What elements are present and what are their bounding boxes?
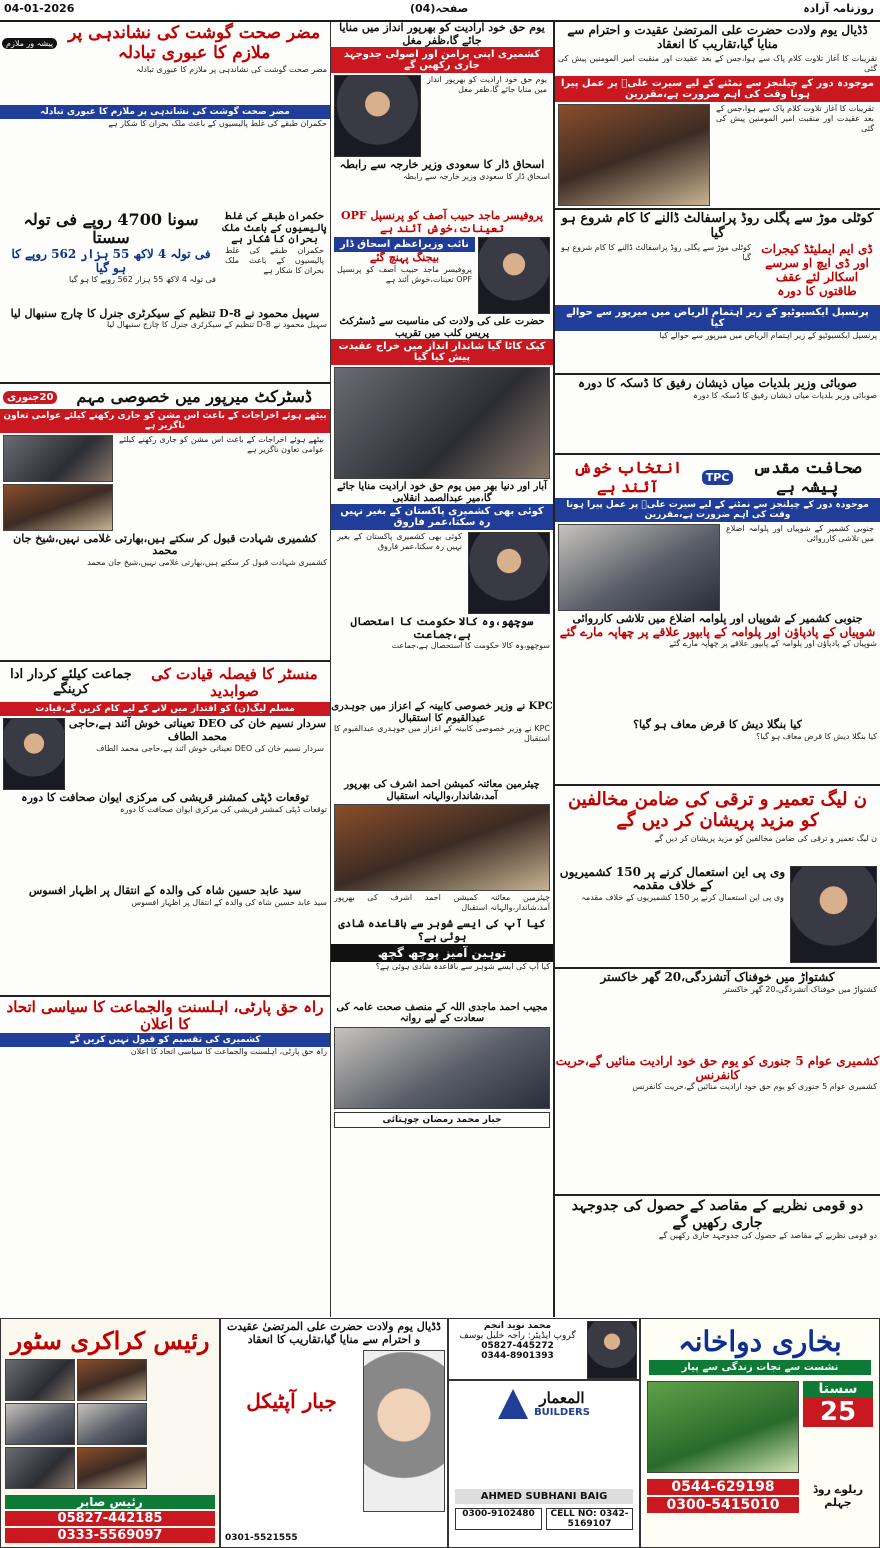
ad-jabbar-optical [220, 1318, 448, 1548]
article-body: حکمران طبقے کی غلط پالیسیوں کے باعث ملک بحران کا شکار ہے [108, 119, 327, 129]
news-photo [558, 104, 710, 206]
headline: وی پی این استعمال کرنے پر 150 کشمیریوں کے خلاف مقدمہ [559, 864, 786, 893]
article-body: سہیل محمود نے D-8 تنظیم کے سیکرٹری جنرل کا چارج سنبھال لیا [107, 320, 327, 330]
portrait-photo [478, 237, 550, 314]
ad-title: جبار آپٹیکل [246, 1389, 337, 1414]
group-editor: گروپ ایڈیٹر: راجہ خلیل یوسف [459, 1331, 576, 1341]
news-photo [334, 367, 550, 479]
news-photo [3, 435, 113, 482]
ad-phone: 05827-445272 [481, 1341, 554, 1351]
headline: ڈی ایم ایملیٹڈ کیجرات اور ڈی ایچ او سرسے اسکالر لئے عقف طاقتوں کا دورہ [761, 242, 873, 298]
headline: جماعت کیلئے کردار ادا کرینگے [10, 667, 132, 698]
headline: کیا آپ کی ایسے شوہر سے باقاعدہ شادی ہوئی ہے؟ [338, 917, 546, 944]
article-body: وی پی این استعمال کرنے پر 150 کشمیریوں کے خلاف مقدمہ [581, 893, 784, 903]
ad-raees-crockery [0, 1318, 220, 1548]
issue-date: 04-01-2026 [4, 2, 75, 15]
headline: حضرت علی کی ولادت کی مناسبت سے ڈسٹرکٹ پریس کلب میں تقریب [339, 316, 545, 339]
headline-banner: مضر صحت گوشت کی نشاندہی پر ملازم کا عبوری تبادلہ [0, 105, 330, 119]
headline: ڈسٹرکٹ میرپور میں خصوصی مہم [76, 387, 312, 407]
headline: سید عابد حسین شاہ کی والدہ کے انتقال پر اظہار افسوس [28, 884, 302, 898]
article-body: ن لیگ تعمیر و ترقی کی ضامن مخالفین کو مزید پریشان کر دیں گے [654, 833, 877, 843]
portrait-photo [468, 532, 550, 614]
ad-phone: 0301-5521555 [225, 1533, 298, 1543]
headline: بیجنگ پہنچ گئے [369, 251, 440, 265]
ad-phone: 0344-8901393 [481, 1351, 554, 1361]
article-body: حکمران طبقے کی غلط پالیسیوں کے باعث ملک بحران کا شکار ہے [225, 245, 324, 275]
date-badge: 20جنوری [3, 391, 57, 404]
article-body: کیا آپ کی ایسے شوہر سے باقاعدہ شادی ہوئی ہے؟ [375, 961, 550, 971]
article-body: جنوبی کشمیر کے شوپیاں اور پلوامہ اضلاع میں تلاشی کارروائی [726, 524, 874, 544]
article-body: KPC نے وزیر خصوصی کابینہ کے اعزاز میں جوہدری عبدالقیوم کا استقبال [334, 724, 550, 744]
headline: سہیل محمود نے D-8 تنظیم کے سیکرٹری جنرل کا چارج سنبھال لیا [10, 306, 320, 320]
headline: سردار نسیم خان کی DEO تعیناتی خوش آئند ہے،حاجی محمد الطاف [68, 717, 327, 744]
article-body: کوٹلی موڑ سے پگلی روڈ پراسفالٹ ڈالنے کا کام شروع ہو گیا [561, 243, 751, 263]
headline-banner: کشمیری اپنی پرامن اور اصولی جدوجہد جاری رکھیں گے [331, 47, 553, 73]
headline: مجیب احمد ماجدی اللہ کے منصف صحت عامہ کی سعادت کے لیے روانہ [336, 1001, 548, 1025]
headline-banner: موجودہ دور کے چیلنجز سے نمٹنے کے لیے سیرت علیؓ پر عمل پیرا ہونا وقت کی اہم ضرورت ہے،مقررین [555, 76, 880, 102]
headline: دو قومی نظریے کے مقاصد کے حصول کی جدوجہد جاری رکھیں گے [571, 1198, 864, 1231]
ad-phone: 0333-5569097 [5, 1528, 215, 1543]
headline: سوچھو،وہ کالا حکومت کا استحصال ہے،جماعت [350, 615, 534, 641]
editor-name: محمد نوید انجم [483, 1321, 552, 1331]
ad-title: بخاری دواخانہ [678, 1325, 842, 1358]
headline: چیئرمین معائنہ کمیشن احمد اشرف کی بھرپور آمد،شاندار،والہانہ استقبال [344, 779, 540, 802]
article-lede: تقریبات کا آغاز تلاوت کلام پاک سے ہوا،جس کے بعد عقیدت اور منقبت امیر المومنین پیش کی گئی [558, 53, 877, 73]
product-photo [647, 1381, 799, 1473]
product-photo [5, 1359, 75, 1401]
model-photo [363, 1350, 445, 1512]
masthead [0, 0, 880, 22]
article-body: کشمیری شہادت قبول کر سکتے ہیں،بھارتی غلامی نہیں،شیخ جان محمد [87, 557, 327, 567]
headline: راہ حق پارٹی، اہلسنت والجماعت کا سیاسی اتحاد کا اعلان [6, 997, 324, 1033]
headline: شوپیاں کے پادپاؤن اور پلوامہ کے پابپور علاقے پر چھاپہ مارے گئے [559, 624, 876, 639]
headline: پروفیسر ماجد حبیب آصف کو پرنسپل OPF تعینات،خوش آئند ہے [341, 208, 543, 235]
headline: توقعات ڈپٹی کمشنر قریشی کی مرکزی ایوان صحافت کا دورہ [21, 791, 309, 805]
portrait-photo [334, 75, 421, 157]
contact-person: AHMED SUBHANI BAIG [455, 1489, 633, 1504]
article-body: سید عابد حسین شاہ کی والدہ کے انتقال پر اظہار افسوس [131, 897, 327, 907]
headline: کشمیری شہادت قبول کر سکتے ہیں،بھارتی غلامی نہیں،شیخ جان محمد [13, 531, 317, 558]
product-photo [5, 1447, 75, 1489]
portrait-photo [587, 1321, 637, 1379]
reporter-name: جبار محمد رمضان چوہتائی [382, 1114, 502, 1125]
news-photo [3, 484, 113, 531]
headline-banner: کیک کاٹا گیا شاندار انداز میں خراج عقیدت پیش کیا گیا [331, 339, 553, 365]
article-body: توقعات ڈپٹی کمشنر قریشی کی مرکزی ایوان صحافت کا دورہ [119, 805, 327, 815]
headline: حکمران طبقے کی غلط پالیسیوں کے باعث ملک بحران کا شکار ہے [222, 211, 327, 246]
headline-banner: موجودہ دور کے چیلنجز سے نمٹنے کے لیے سیرت علیؓ پر عمل پیرا ہونا وقت کی اہم ضرورت ہے،مقررین [555, 498, 880, 522]
ad-phone: CELL NO: 0342-5169107 [546, 1508, 633, 1530]
ad-title: المعمار [539, 1388, 585, 1407]
article-body: فی تولہ 4 لاکھ 55 ہزار 562 روپے کا ہو گیا [69, 275, 216, 285]
ad-title: رئیس کراکری سٹور [10, 1326, 210, 1355]
article-body: کشتواڑ میں خوفناک آتشزدگی،20 گھر خاکستر [723, 984, 877, 994]
headline-banner: نائب وزیراعظم اسحاق ڈار [334, 237, 475, 252]
article-body: پرنسپل ایکسیوٹیو کے زیر اہتمام الریاض میں میرپور سے حوالے کیا [659, 331, 877, 341]
headline: کشمیری عوام 5 جنوری کو یوم حق خود ارادیت منائیں گے،حریت کانفرنس [555, 1053, 880, 1082]
product-photo [77, 1403, 147, 1445]
headline: مضر صحت گوشت کی نشاندہی پر ملازم کا عبوری تبادلہ [68, 23, 321, 63]
article-body: کوئی بھی کشمیری پاکستان کے بغیر نہیں رہ سکتا،عمر فاروق [337, 532, 462, 552]
headline: منسٹر کا فیصلہ قیادت کی صوابدید [151, 664, 318, 701]
left-column [0, 22, 330, 1317]
headline: اسحاق ڈار کا سعودی وزیر خارجہ سے رابطہ [339, 158, 545, 172]
portrait-photo [790, 866, 877, 963]
article-body: یوم حق خود ارادیت کو بھرپور انداز میں منایا جائے گا،ظفر مغل [427, 75, 547, 95]
headline: جنوبی کشمیر کے شوپیاں اور پلوامہ اضلاع میں تلاشی کارروائی [572, 612, 863, 626]
article-body: سردار نسیم خان کی DEO تعیناتی خوش آئند ہے،حاجی محمد الطاف [96, 743, 324, 753]
ad-phone: 0300-5415010 [647, 1497, 799, 1513]
article-body: راہ حق پارٹی، اہلسنت والجماعت کا سیاسی اتحاد کا اعلان [130, 1047, 327, 1057]
ad-phone: 0300-9102480 [455, 1508, 542, 1530]
headline: سونا 4700 روپے فی تولہ سستا [23, 210, 199, 248]
ad-subtitle: BUILDERS [534, 1407, 590, 1419]
news-photo [334, 804, 550, 891]
center-column [330, 22, 553, 1317]
headline: ڈڈیال یوم ولادت حضرت علی المرتضیٰ عقیدت و احترام سے منایا گیا،تقاریب کا انعقاد [227, 1320, 441, 1346]
product-photo [77, 1447, 147, 1489]
ad-phone: 0544-629198 [647, 1479, 799, 1495]
headline: یوم حق خود ارادیت کو بھرپور انداز میں منایا جائے گا،ظفر مغل [339, 22, 545, 47]
price-value: 25 [803, 1397, 873, 1427]
headline: فی تولہ 4 لاکھ 55 ہزار 562 روپے کا ہو گیا [11, 246, 211, 275]
article-body: تقریبات کا آغاز تلاوت کلام پاک سے ہوا،جس کے بعد عقیدت اور منقبت امیر المومنین پیش کی گئی [716, 103, 874, 133]
headline: ڈڈیال یوم ولادت حضرت علی المرتضیٰ عقیدت و احترام سے منایا گیا،تقاریب کا انعقاد [567, 23, 868, 51]
ad-tagline: نشست سے نجات زندگی سے پیار [649, 1360, 871, 1375]
news-photo [334, 1027, 550, 1109]
product-photo [77, 1359, 147, 1401]
price-label: سستا [803, 1381, 873, 1397]
imprint-box [334, 1112, 550, 1128]
headline-banner: کوئی بھی کشمیری پاکستان کے بغیر نہیں رہ سکتا،عمر فاروق [331, 504, 553, 530]
ad-address: ریلوے روڈ جہلم [812, 1483, 864, 1509]
right-column [553, 22, 880, 1317]
article-body: بیٹھے ہوئے اخراجات کے باعث اس مشن کو جاری رکھنے کیلئے عوامی تعاون ناگزیر ہے [119, 434, 324, 454]
article-body: دو قومی نظریے کے مقاصد کے حصول کی جدوجہد جاری رکھیں گے [658, 1230, 877, 1240]
building-logo-icon [498, 1389, 528, 1419]
headline-banner: بیٹھے ہوئے اخراجات کے باعث اس مشن کو جاری رکھنے کیلئے عوامی تعاون ناگزیر ہے [0, 409, 330, 433]
article-body: صوبائی وزیر بلدیات میاں ذیشان رفیق کا ڈسکہ کا دورہ [693, 391, 877, 401]
ad-bukhari-dawakhana [640, 1318, 880, 1548]
article-body: شوپیاں کے پادپاؤن اور پلوامہ کے پابپور علاقے پر چھاپہ مارے گئے [669, 639, 877, 649]
headline: KPC نے وزیر خصوصی کابینہ کے اعزاز میں جوہدری عبدالقیوم کا استقبال [331, 701, 553, 724]
article-body: کیا بنگلا دیش کا قرض معاف ہو گیا؟ [755, 732, 877, 742]
article-body: اسحاق ڈار کا سعودی وزیر خارجہ سے رابطہ [402, 171, 550, 181]
headline: کیا بنگلا دیش کا قرض معاف ہو گیا؟ [633, 718, 802, 732]
headline: صحافت مقدس پیشہ ہے [752, 458, 862, 496]
article-body: سوچھو،وہ کالا حکومت کا استحصال ہے،جماعت [391, 641, 550, 651]
article-body: کشمیری عوام 5 جنوری کو یوم حق خود ارادیت منائیں گے،حریت کانفرنس [632, 1082, 877, 1092]
article-body: چیئرمین معائنہ کمیشن احمد اشرف کی بھرپور آمد،شاندار،والہانہ استقبال [334, 893, 550, 913]
ad-almemar-builders [448, 1380, 640, 1548]
news-photo [558, 524, 720, 611]
headline: انتخاب خوش آئند ہے [573, 458, 683, 496]
headline: آبار اور دنیا بھر میں یوم حق خود ارادیت منایا جائے گا،میر عبدالصمد انقلابی [337, 481, 547, 504]
headline-banner: توہین آمیز پوچھ گچھ [331, 944, 553, 962]
headline: ن لیگ تعمیر و ترقی کی ضامن مخالفین کو مزید پریشان کر دیں گے [568, 789, 867, 831]
owner-name: رئیس صابر [5, 1495, 215, 1509]
page-number: صفحہ(04) [410, 2, 469, 15]
portrait-photo [3, 718, 65, 790]
article-body: پروفیسر ماجد حبیب آصف کو پرنسپل OPF تعینات،خوش آئند ہے [337, 264, 472, 284]
article-body: مضر صحت گوشت کی نشاندہی پر ملازم کا عبوری تبادلہ [136, 65, 327, 75]
headline: کوٹلی موڑ سے پگلی روڈ پراسفالٹ ڈالنے کا کام شروع ہو گیا [561, 210, 874, 241]
ad-phone: 05827-442185 [5, 1511, 215, 1526]
headline: صوبائی وزیر بلدیات میاں ذیشان رفیق کا ڈسکہ کا دورہ [577, 376, 858, 391]
editorial-box [448, 1318, 640, 1380]
label-badge: پیشہ ور ملازم [2, 38, 57, 49]
paper-name: روزنامہ آزادہ [803, 2, 874, 15]
headline: کشتواڑ میں خوفناک آتشزدگی،20 گھر خاکستر [600, 970, 835, 985]
tpc-badge: TPC [702, 470, 734, 485]
headline-banner: پرنسپل ایکسیوٹیو کے زیر اہتمام الریاض میں میرپور سے حوالے کیا [555, 305, 880, 331]
headline-banner: کشمیری کی تقسیم کو قبول نہیں کریں گے [0, 1033, 330, 1047]
product-photo [5, 1403, 75, 1445]
headline-banner: مسلم لیگ(ن) کو اقتدار میں لانے کے لیے کام کریں گے،قیادت [0, 702, 330, 716]
